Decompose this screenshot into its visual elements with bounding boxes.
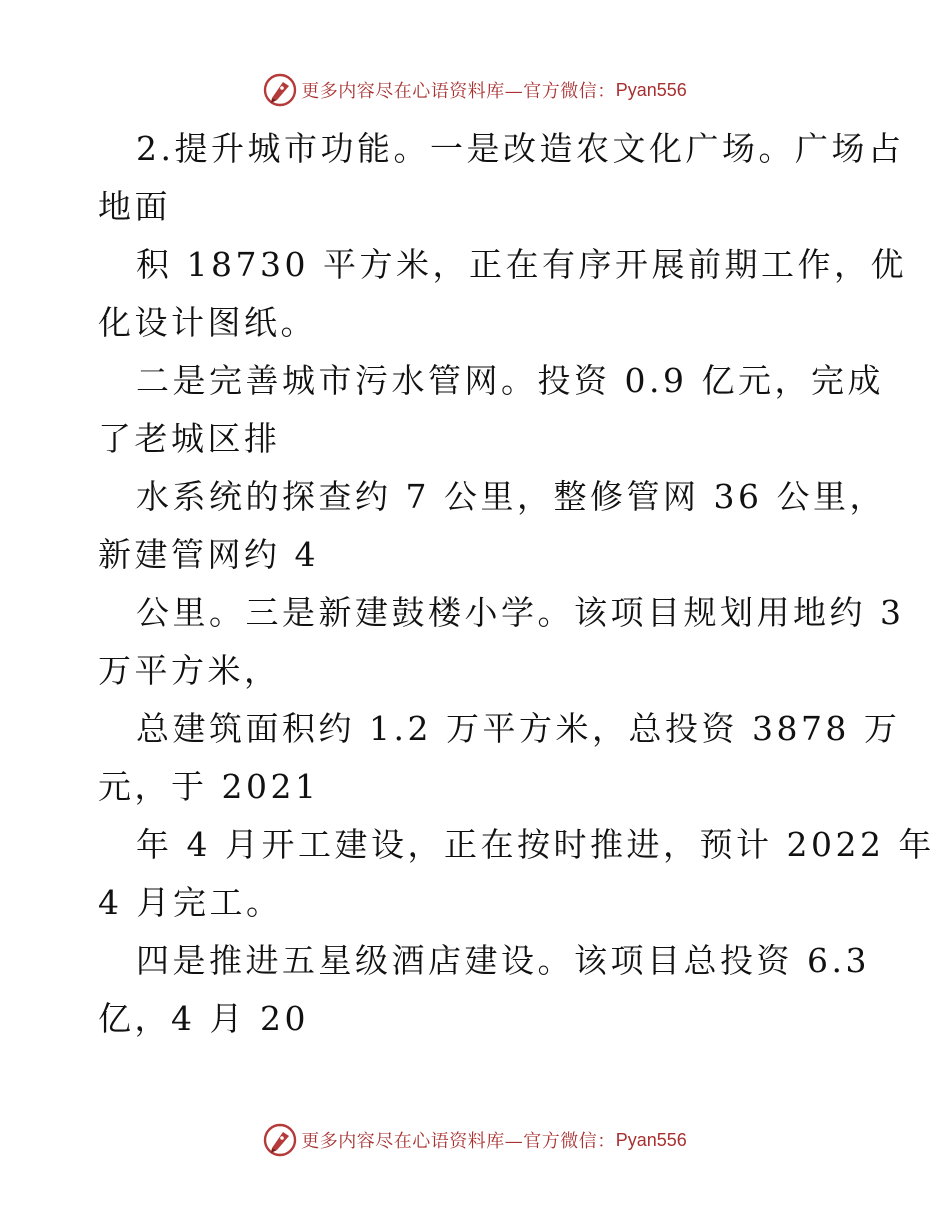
banner-wechat-id: Pyan556 xyxy=(615,79,687,100)
text-line: 总建筑面积约 1.2 万平方米，总投资 3878 万 xyxy=(136,709,901,748)
text-line: 元，于 2021 xyxy=(98,767,320,806)
text-line: 新建管网约 4 xyxy=(98,535,319,574)
text-line: 2.提升城市功能。一是改造农文化广场。广场占 xyxy=(136,129,905,168)
text-line: 化设计图纸。 xyxy=(98,303,317,342)
header-banner xyxy=(0,70,950,110)
text-line: 亿，4 月 20 xyxy=(98,999,309,1038)
text-line: 4 月完工。 xyxy=(98,883,283,922)
text-line: 积 18730 平方米，正在有序开展前期工作，优 xyxy=(136,245,907,284)
banner-wechat-id: Pyan556 xyxy=(615,1129,687,1150)
banner-text: 更多内容尽在心语资料库—官方微信： xyxy=(301,81,616,102)
text-line: 公里。三是新建鼓楼小学。该项目规划用地约 3 xyxy=(136,593,905,632)
text-line: 万平方米， xyxy=(98,651,281,690)
pen-nib-logo-icon xyxy=(263,1123,297,1157)
pen-nib-logo-icon xyxy=(263,73,297,107)
text-line: 四是推进五星级酒店建设。该项目总投资 6.3 xyxy=(136,941,870,980)
text-line: 水系统的探查约 7 公里，整修管网 36 公里， xyxy=(136,477,886,516)
text-line: 了老城区排 xyxy=(98,419,281,458)
text-line: 地面 xyxy=(98,187,171,226)
text-line: 年 4 月开工建设，正在按时推进，预计 2022 年 xyxy=(136,825,935,864)
banner-text: 更多内容尽在心语资料库—官方微信： xyxy=(301,1131,616,1152)
text-line: 二是完善城市污水管网。投资 0.9 亿元，完成 xyxy=(136,361,884,400)
footer-banner xyxy=(0,1120,950,1160)
